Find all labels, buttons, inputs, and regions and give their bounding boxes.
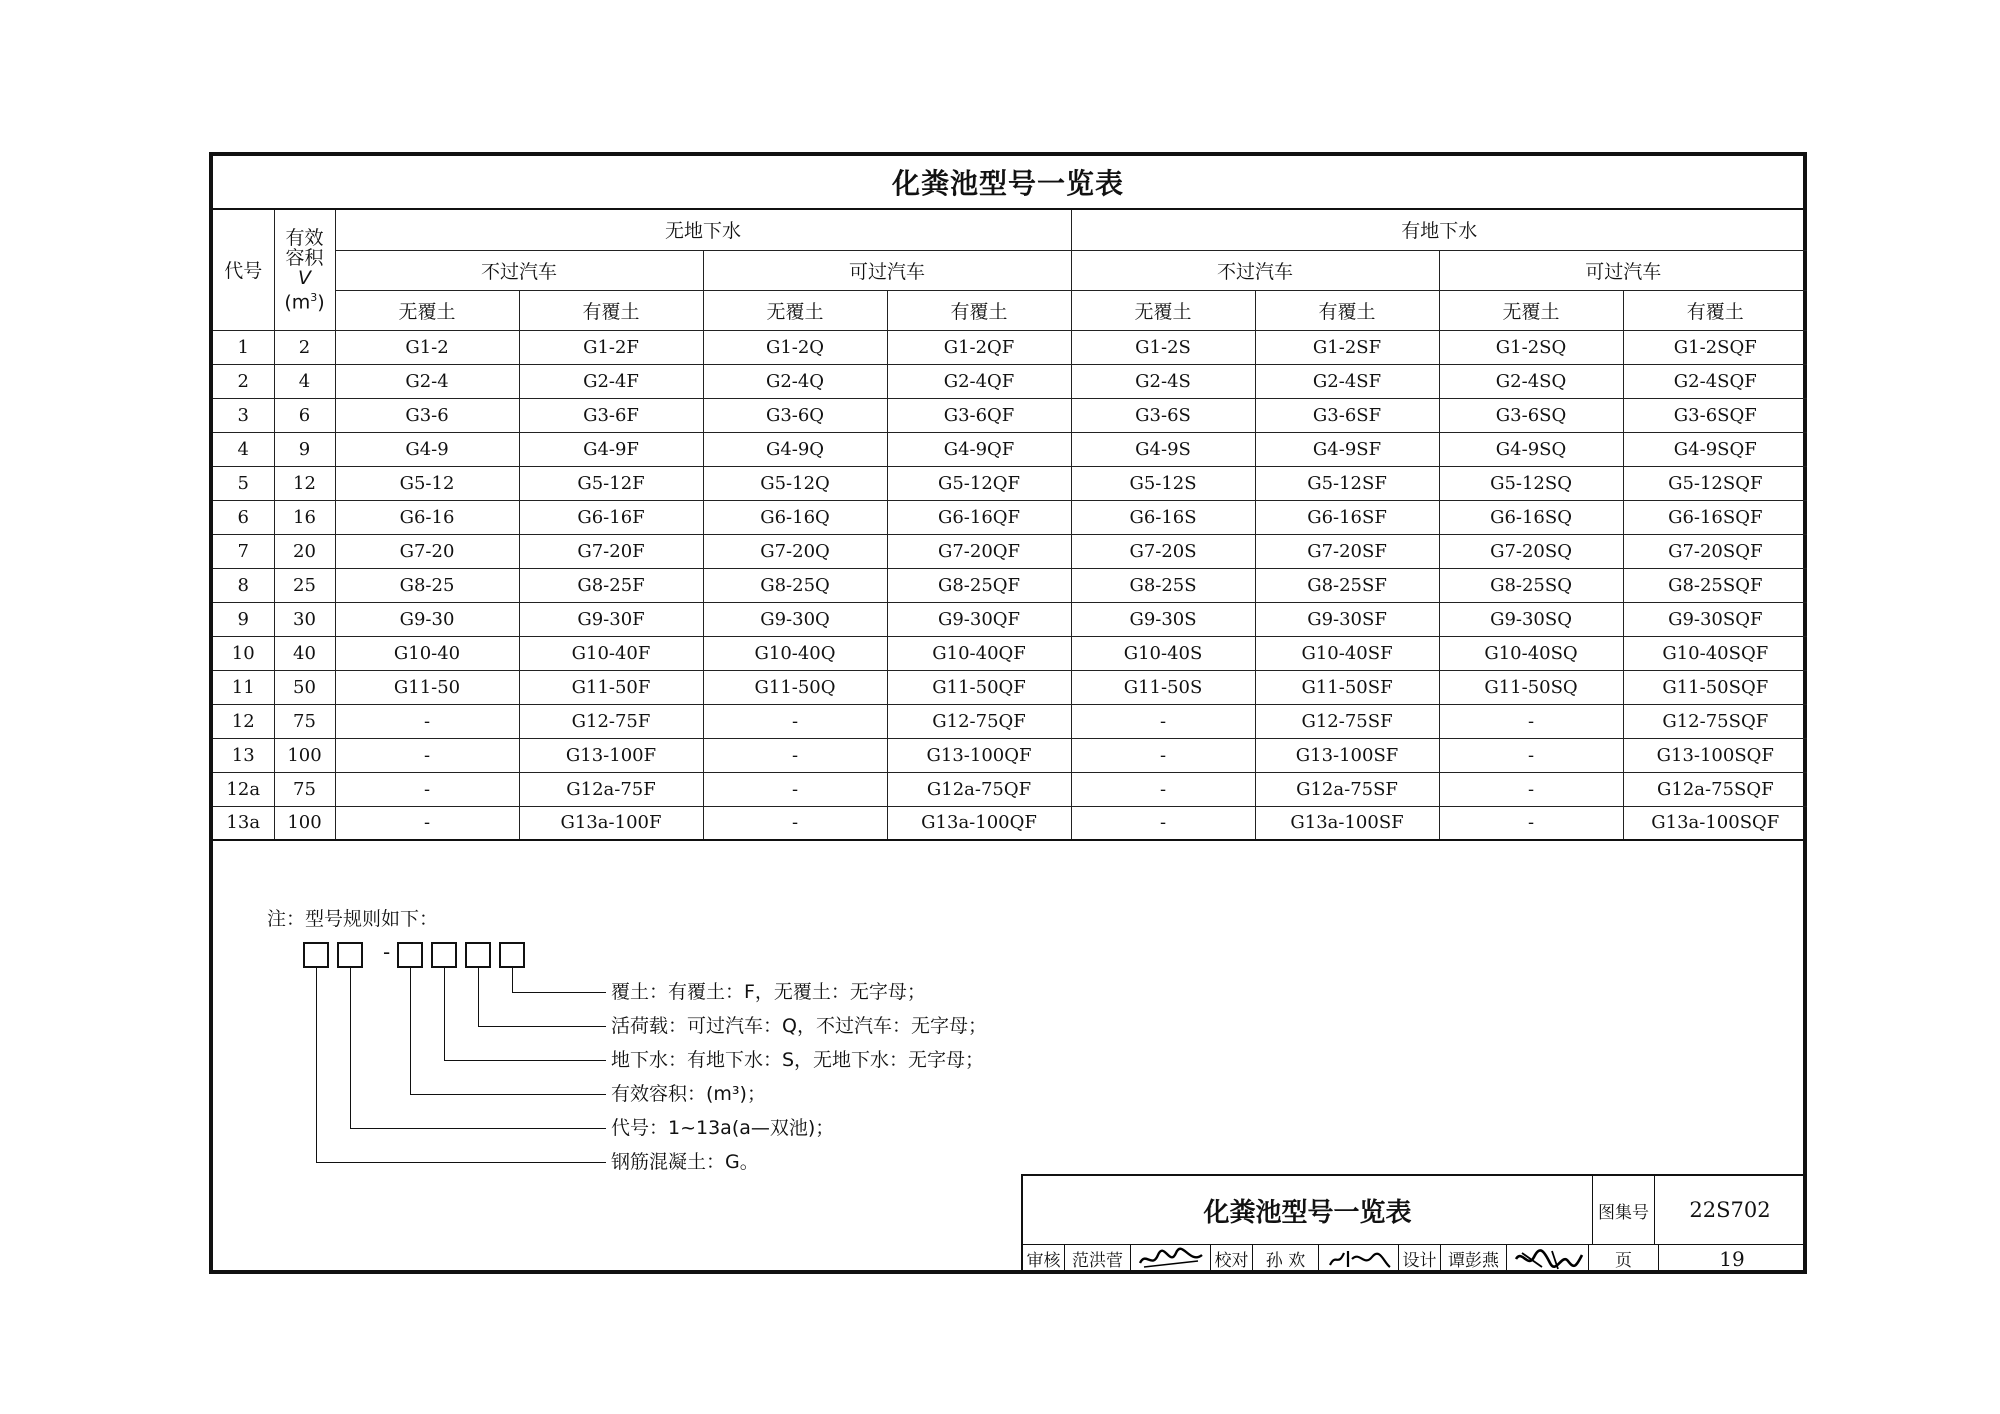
model-cell: G8-25SQF — [1623, 568, 1807, 602]
model-cell: G11-50F — [519, 670, 703, 704]
model-cell: G8-25F — [519, 568, 703, 602]
table-row — [213, 602, 1807, 636]
model-cell: G4-9QF — [887, 432, 1071, 466]
model-cell: G2-4QF — [887, 364, 1071, 398]
model-cell: G6-16QF — [887, 500, 1071, 534]
model-cell: G4-9F — [519, 432, 703, 466]
model-cell: G7-20S — [1071, 534, 1255, 568]
header-volume-line2: 容积 — [285, 246, 324, 269]
model-cell: - — [335, 772, 519, 806]
volume-cell: 75 — [274, 704, 335, 738]
model-cell: G9-30QF — [887, 602, 1071, 636]
model-cell: G7-20QF — [887, 534, 1071, 568]
code-dash: - — [383, 940, 391, 964]
model-cell: G10-40 — [335, 636, 519, 670]
volume-cell: 100 — [274, 738, 335, 772]
table-title: 化粪池型号一览表 — [213, 156, 1803, 210]
header-with-groundwater: 有地下水 — [1071, 210, 1807, 250]
model-cell: G11-50 — [335, 670, 519, 704]
reviewer-name: 范洪菅 — [1065, 1245, 1131, 1272]
model-cell: - — [335, 704, 519, 738]
model-cell: G9-30S — [1071, 602, 1255, 636]
model-cell: G2-4SQ — [1439, 364, 1623, 398]
model-cell: G4-9 — [335, 432, 519, 466]
model-cell: G6-16Q — [703, 500, 887, 534]
header-with-cover: 有覆土 — [1255, 290, 1439, 330]
page-label: 页 — [1589, 1245, 1659, 1272]
model-cell: G5-12SF — [1255, 466, 1439, 500]
model-cell: G11-50SF — [1255, 670, 1439, 704]
notes — [253, 904, 1073, 1234]
model-cell: G1-2S — [1071, 330, 1255, 364]
model-cell: G10-40SQF — [1623, 636, 1807, 670]
model-cell: - — [1071, 704, 1255, 738]
header-no-cover: 无覆土 — [1439, 290, 1623, 330]
model-cell: G2-4SQF — [1623, 364, 1807, 398]
model-cell: G2-4Q — [703, 364, 887, 398]
model-cell: G2-4F — [519, 364, 703, 398]
volume-cell: 25 — [274, 568, 335, 602]
model-cell: - — [335, 806, 519, 840]
model-cell: G3-6F — [519, 398, 703, 432]
code-cell: 13 — [213, 738, 274, 772]
model-cell: G9-30SF — [1255, 602, 1439, 636]
table-row — [213, 670, 1807, 704]
header-no-groundwater: 无地下水 — [335, 210, 1071, 250]
code-cell: 12 — [213, 704, 274, 738]
model-cell: G13a-100F — [519, 806, 703, 840]
table-row — [213, 738, 1807, 772]
code-cell: 2 — [213, 364, 274, 398]
model-cell: G11-50SQF — [1623, 670, 1807, 704]
model-cell: G5-12 — [335, 466, 519, 500]
table-row — [213, 568, 1807, 602]
model-cell: G4-9S — [1071, 432, 1255, 466]
table-row — [213, 704, 1807, 738]
model-cell: G11-50S — [1071, 670, 1255, 704]
model-cell: G6-16S — [1071, 500, 1255, 534]
table-row — [213, 364, 1807, 398]
model-cell: G12a-75SF — [1255, 772, 1439, 806]
model-cell: G8-25S — [1071, 568, 1255, 602]
model-cell: G13-100F — [519, 738, 703, 772]
model-cell: G10-40F — [519, 636, 703, 670]
code-box — [431, 942, 457, 968]
table-row — [213, 330, 1807, 364]
code-cell: 6 — [213, 500, 274, 534]
model-cell: G1-2SF — [1255, 330, 1439, 364]
code-cell: 10 — [213, 636, 274, 670]
design-label: 设计 — [1399, 1245, 1441, 1272]
model-cell: G12-75SF — [1255, 704, 1439, 738]
model-cell: G9-30 — [335, 602, 519, 636]
model-cell: - — [703, 806, 887, 840]
model-cell: G6-16SQ — [1439, 500, 1623, 534]
code-cell: 4 — [213, 432, 274, 466]
model-cell: - — [703, 704, 887, 738]
code-cell: 8 — [213, 568, 274, 602]
model-cell: G12-75F — [519, 704, 703, 738]
model-cell: G11-50Q — [703, 670, 887, 704]
table-row — [213, 500, 1807, 534]
model-cell: - — [1071, 738, 1255, 772]
table-row — [213, 398, 1807, 432]
model-cell: - — [1071, 806, 1255, 840]
drawing-sheet — [209, 152, 1807, 1274]
volume-cell: 4 — [274, 364, 335, 398]
model-cell: G5-12F — [519, 466, 703, 500]
table-row — [213, 772, 1807, 806]
designer-name: 谭彭燕 — [1441, 1245, 1507, 1272]
code-cell: 7 — [213, 534, 274, 568]
title-block — [1021, 1174, 1807, 1274]
model-cell: G2-4 — [335, 364, 519, 398]
model-cell: G11-50QF — [887, 670, 1071, 704]
header-no-cover: 无覆土 — [703, 290, 887, 330]
checker-name: 孙 欢 — [1253, 1245, 1319, 1272]
volume-cell: 75 — [274, 772, 335, 806]
review-label: 审核 — [1023, 1245, 1065, 1272]
volume-cell: 9 — [274, 432, 335, 466]
atlas-number: 22S702 — [1689, 1198, 1771, 1222]
model-cell: G10-40S — [1071, 636, 1255, 670]
model-cell: G13-100SF — [1255, 738, 1439, 772]
model-cell: G6-16SQF — [1623, 500, 1807, 534]
code-box — [397, 942, 423, 968]
volume-cell: 30 — [274, 602, 335, 636]
table-row — [213, 806, 1807, 840]
model-cell: G3-6QF — [887, 398, 1071, 432]
table-row — [213, 636, 1807, 670]
model-cell: G1-2SQF — [1623, 330, 1807, 364]
model-cell: G3-6SF — [1255, 398, 1439, 432]
volume-cell: 100 — [274, 806, 335, 840]
rule-volume: 有效容积：(m³)； — [611, 1083, 766, 1105]
model-cell: G7-20SQF — [1623, 534, 1807, 568]
code-box — [465, 942, 491, 968]
designer-signature — [1507, 1245, 1589, 1272]
code-cell: 3 — [213, 398, 274, 432]
volume-cell: 50 — [274, 670, 335, 704]
header-no-vehicle: 不过汽车 — [1071, 250, 1439, 290]
volume-cell: 12 — [274, 466, 335, 500]
model-cell: G7-20SF — [1255, 534, 1439, 568]
header-volume-unit: $(m^3)$ — [284, 290, 325, 313]
model-cell: G5-12Q — [703, 466, 887, 500]
signature-row — [1023, 1244, 1805, 1272]
model-cell: G13-100SQF — [1623, 738, 1807, 772]
model-cell: - — [703, 738, 887, 772]
table-row — [213, 466, 1807, 500]
model-cell: G3-6SQ — [1439, 398, 1623, 432]
header-with-cover: 有覆土 — [1623, 290, 1807, 330]
volume-cell: 2 — [274, 330, 335, 364]
model-cell: - — [335, 738, 519, 772]
model-cell: G9-30SQ — [1439, 602, 1623, 636]
table-body — [213, 330, 1807, 840]
model-cell: G12a-75F — [519, 772, 703, 806]
model-cell: - — [1439, 704, 1623, 738]
model-cell: G5-12S — [1071, 466, 1255, 500]
model-cell: G7-20SQ — [1439, 534, 1623, 568]
rule-live-load: 活荷载：可过汽车：Q，不过汽车：无字母； — [611, 1015, 987, 1037]
code-box — [499, 942, 525, 968]
model-cell: G8-25SQ — [1439, 568, 1623, 602]
rule-cover: 覆土：有覆土：F，无覆土：无字母； — [611, 981, 926, 1003]
model-cell: G9-30SQF — [1623, 602, 1807, 636]
model-table — [213, 210, 1807, 841]
model-cell: G12-75QF — [887, 704, 1071, 738]
code-cell: 1 — [213, 330, 274, 364]
model-cell: G4-9Q — [703, 432, 887, 466]
code-box — [337, 942, 363, 968]
volume-cell: 40 — [274, 636, 335, 670]
model-cell: G3-6S — [1071, 398, 1255, 432]
model-cell: G4-9SF — [1255, 432, 1439, 466]
model-cell: G13a-100SF — [1255, 806, 1439, 840]
header-code: 代号 — [213, 210, 274, 330]
drawing-title: 化粪池型号一览表 — [1023, 1176, 1593, 1244]
header-volume-line1: 有效 — [285, 226, 324, 249]
model-cell: G5-12SQF — [1623, 466, 1807, 500]
model-cell: G7-20Q — [703, 534, 887, 568]
model-cell: G5-12SQ — [1439, 466, 1623, 500]
code-cell: 9 — [213, 602, 274, 636]
code-box — [303, 942, 329, 968]
note-heading: 注：型号规则如下： — [267, 908, 439, 930]
rule-code: 代号：1~13a(a—双池)； — [611, 1117, 835, 1139]
model-cell: G8-25Q — [703, 568, 887, 602]
check-label: 校对 — [1211, 1245, 1253, 1272]
model-cell: G12a-75SQF — [1623, 772, 1807, 806]
model-cell: G3-6SQF — [1623, 398, 1807, 432]
model-cell: G9-30F — [519, 602, 703, 636]
model-cell: G7-20 — [335, 534, 519, 568]
header-no-cover: 无覆土 — [1071, 290, 1255, 330]
model-cell: G10-40QF — [887, 636, 1071, 670]
model-cell: G11-50SQ — [1439, 670, 1623, 704]
header-with-cover: 有覆土 — [887, 290, 1071, 330]
volume-cell: 16 — [274, 500, 335, 534]
model-cell: G1-2QF — [887, 330, 1071, 364]
table-row — [213, 432, 1807, 466]
model-cell: G4-9SQF — [1623, 432, 1807, 466]
model-cell: G1-2SQ — [1439, 330, 1623, 364]
header-volume-symbol: V — [298, 266, 311, 289]
page-number: 19 — [1719, 1246, 1745, 1271]
model-cell: G13a-100QF — [887, 806, 1071, 840]
volume-cell: 20 — [274, 534, 335, 568]
model-cell: G6-16 — [335, 500, 519, 534]
model-cell: - — [703, 772, 887, 806]
model-cell: G12a-75QF — [887, 772, 1071, 806]
model-cell: - — [1439, 806, 1623, 840]
model-cell: G7-20F — [519, 534, 703, 568]
model-cell: G1-2F — [519, 330, 703, 364]
model-cell: G5-12QF — [887, 466, 1071, 500]
model-cell: G6-16SF — [1255, 500, 1439, 534]
model-cell: G9-30Q — [703, 602, 887, 636]
code-cell: 12a — [213, 772, 274, 806]
reviewer-signature — [1131, 1245, 1211, 1272]
atlas-label: 图集号 — [1593, 1176, 1655, 1244]
model-cell: - — [1071, 772, 1255, 806]
volume-cell: 6 — [274, 398, 335, 432]
model-cell: G1-2Q — [703, 330, 887, 364]
model-cell: G8-25SF — [1255, 568, 1439, 602]
code-cell: 11 — [213, 670, 274, 704]
model-cell: G10-40SQ — [1439, 636, 1623, 670]
model-cell: G2-4S — [1071, 364, 1255, 398]
rule-concrete: 钢筋混凝土：G。 — [611, 1151, 759, 1173]
checker-signature — [1319, 1245, 1399, 1272]
model-cell: G13-100QF — [887, 738, 1071, 772]
header-vehicle: 可过汽车 — [703, 250, 1071, 290]
model-cell: - — [1439, 738, 1623, 772]
model-cell: G4-9SQ — [1439, 432, 1623, 466]
rule-groundwater: 地下水：有地下水：S，无地下水：无字母； — [611, 1049, 985, 1071]
header-with-cover: 有覆土 — [519, 290, 703, 330]
model-cell: G12-75SQF — [1623, 704, 1807, 738]
code-cell: 5 — [213, 466, 274, 500]
header-no-cover: 无覆土 — [335, 290, 519, 330]
header-no-vehicle: 不过汽车 — [335, 250, 703, 290]
model-cell: G3-6 — [335, 398, 519, 432]
table-row — [213, 534, 1807, 568]
model-cell: G8-25QF — [887, 568, 1071, 602]
header-volume — [274, 210, 335, 330]
model-cell: G3-6Q — [703, 398, 887, 432]
model-cell: G2-4SF — [1255, 364, 1439, 398]
model-cell: - — [1439, 772, 1623, 806]
header-vehicle: 可过汽车 — [1439, 250, 1807, 290]
model-cell: G8-25 — [335, 568, 519, 602]
model-cell: G10-40SF — [1255, 636, 1439, 670]
code-cell: 13a — [213, 806, 274, 840]
model-cell: G1-2 — [335, 330, 519, 364]
model-cell: G6-16F — [519, 500, 703, 534]
model-cell: G10-40Q — [703, 636, 887, 670]
model-cell: G13a-100SQF — [1623, 806, 1807, 840]
